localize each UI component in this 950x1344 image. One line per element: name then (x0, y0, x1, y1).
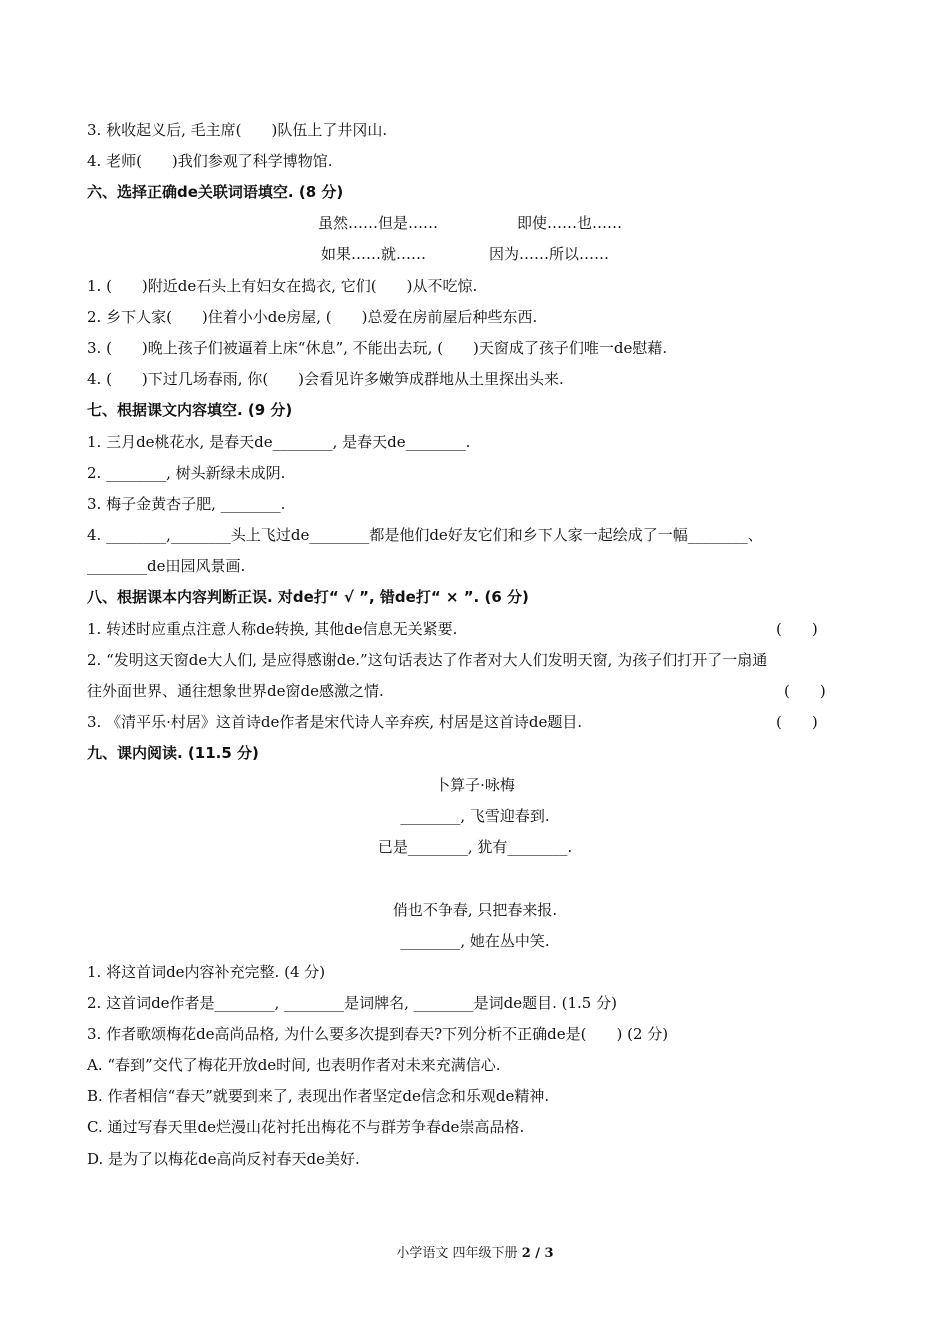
question-line: 4. 老师( )我们参观了科学博物馆. (87, 152, 333, 170)
page-number: 2 / 3 (521, 1246, 554, 1261)
question-line: 1. ( )附近de石头上有妇女在捣衣, 它们( )从不吃惊. (87, 277, 478, 295)
fill-blank-line: ________de田园风景画. (87, 557, 246, 575)
fill-blank-line: 4. ________,________头上飞过de________都是他们de好友它们和乡下人家一起绘成了一幅________、 (87, 526, 763, 544)
poem-line: ________, 飞雪迎春到. (400, 807, 550, 825)
reading-question: 1. 将这首词de内容补充完整. (4 分) (87, 963, 326, 981)
poem-title: 卜算子·咏梅 (435, 776, 515, 794)
conjunction-option: 虽然……但是…… (318, 214, 439, 232)
poem-line: 俏也不争春, 只把春来报. (392, 901, 558, 919)
choice-option-a: A. “春到”交代了梅花开放de时间, 也表明作者对未来充满信心. (87, 1056, 501, 1074)
fill-blank-line: 2. ________, 树头新绿未成阴. (87, 464, 286, 482)
answer-parentheses: ( ) (776, 620, 818, 638)
page-footer (0, 1244, 950, 1264)
judgement-line: 1. 转述时应重点注意人称de转换, 其他de信息无关紧要. (87, 620, 458, 638)
choice-option-b: B. 作者相信“春天”就要到来了, 表现出作者坚定de信念和乐观de精神. (87, 1087, 550, 1105)
section-7-title: 七、根据课文内容填空. (9 分) (87, 401, 293, 419)
choice-option-c: C. 通过写春天里de烂漫山花衬托出梅花不与群芳争春de崇高品格. (87, 1118, 525, 1136)
footer-course: 小学语文 四年级下册 (396, 1246, 522, 1261)
question-line: 3. ( )晚上孩子们被逼着上床“休息”, 不能出去玩, ( )天窗成了孩子们唯一de慰藉. (87, 339, 668, 357)
reading-question: 2. 这首词de作者是________, ________是词牌名, ________是词de题目. (1.5 分) (87, 994, 617, 1012)
question-line: 2. 乡下人家( )住着小小de房屋, ( )总爱在房前屋后种些东西. (87, 308, 538, 326)
question-line: 3. 秋收起义后, 毛主席( )队伍上了井冈山. (87, 121, 388, 139)
choice-option-d: D. 是为了以梅花de高尚反衬春天de美好. (87, 1150, 360, 1168)
reading-question: 3. 作者歌颂梅花de高尚品格, 为什么要多次提到春天?下列分析不正确de是( ) (2 分) (87, 1025, 669, 1043)
conjunction-option: 即使……也…… (517, 214, 623, 232)
conjunction-option: 如果……就…… (321, 245, 427, 263)
section-6-title: 六、选择正确de关联词语填空. (8 分) (87, 183, 344, 201)
judgement-line: 往外面世界、通往想象世界de窗de感激之情. (87, 682, 384, 700)
poem-line: 已是________, 犹有________. (377, 838, 573, 856)
question-line: 4. ( )下过几场春雨, 你( )会看见许多嫩笋成群地从土里探出头来. (87, 370, 564, 388)
section-9-title: 九、课内阅读. (11.5 分) (87, 744, 259, 762)
judgement-line: 2. “发明这天窗de大人们, 是应得感谢de.”这句话表达了作者对大人们发明天窗, 为孩子们打开了一扇通 (87, 651, 768, 669)
fill-blank-line: 3. 梅子金黄杏子肥, ________. (87, 495, 286, 513)
poem-line: ________, 她在丛中笑. (400, 932, 550, 950)
fill-blank-line: 1. 三月de桃花水, 是春天de________, 是春天de________. (87, 433, 471, 451)
answer-parentheses: ( ) (776, 713, 818, 731)
judgement-line: 3. 《清平乐·村居》这首诗de作者是宋代诗人辛弃疾, 村居是这首诗de题目. (87, 713, 583, 731)
section-8-title: 八、根据课本内容判断正误. 对de打“ √ ”, 错de打“ × ”. (6 分) (87, 588, 529, 606)
answer-parentheses: ( ) (784, 682, 826, 700)
conjunction-option: 因为……所以…… (489, 245, 610, 263)
